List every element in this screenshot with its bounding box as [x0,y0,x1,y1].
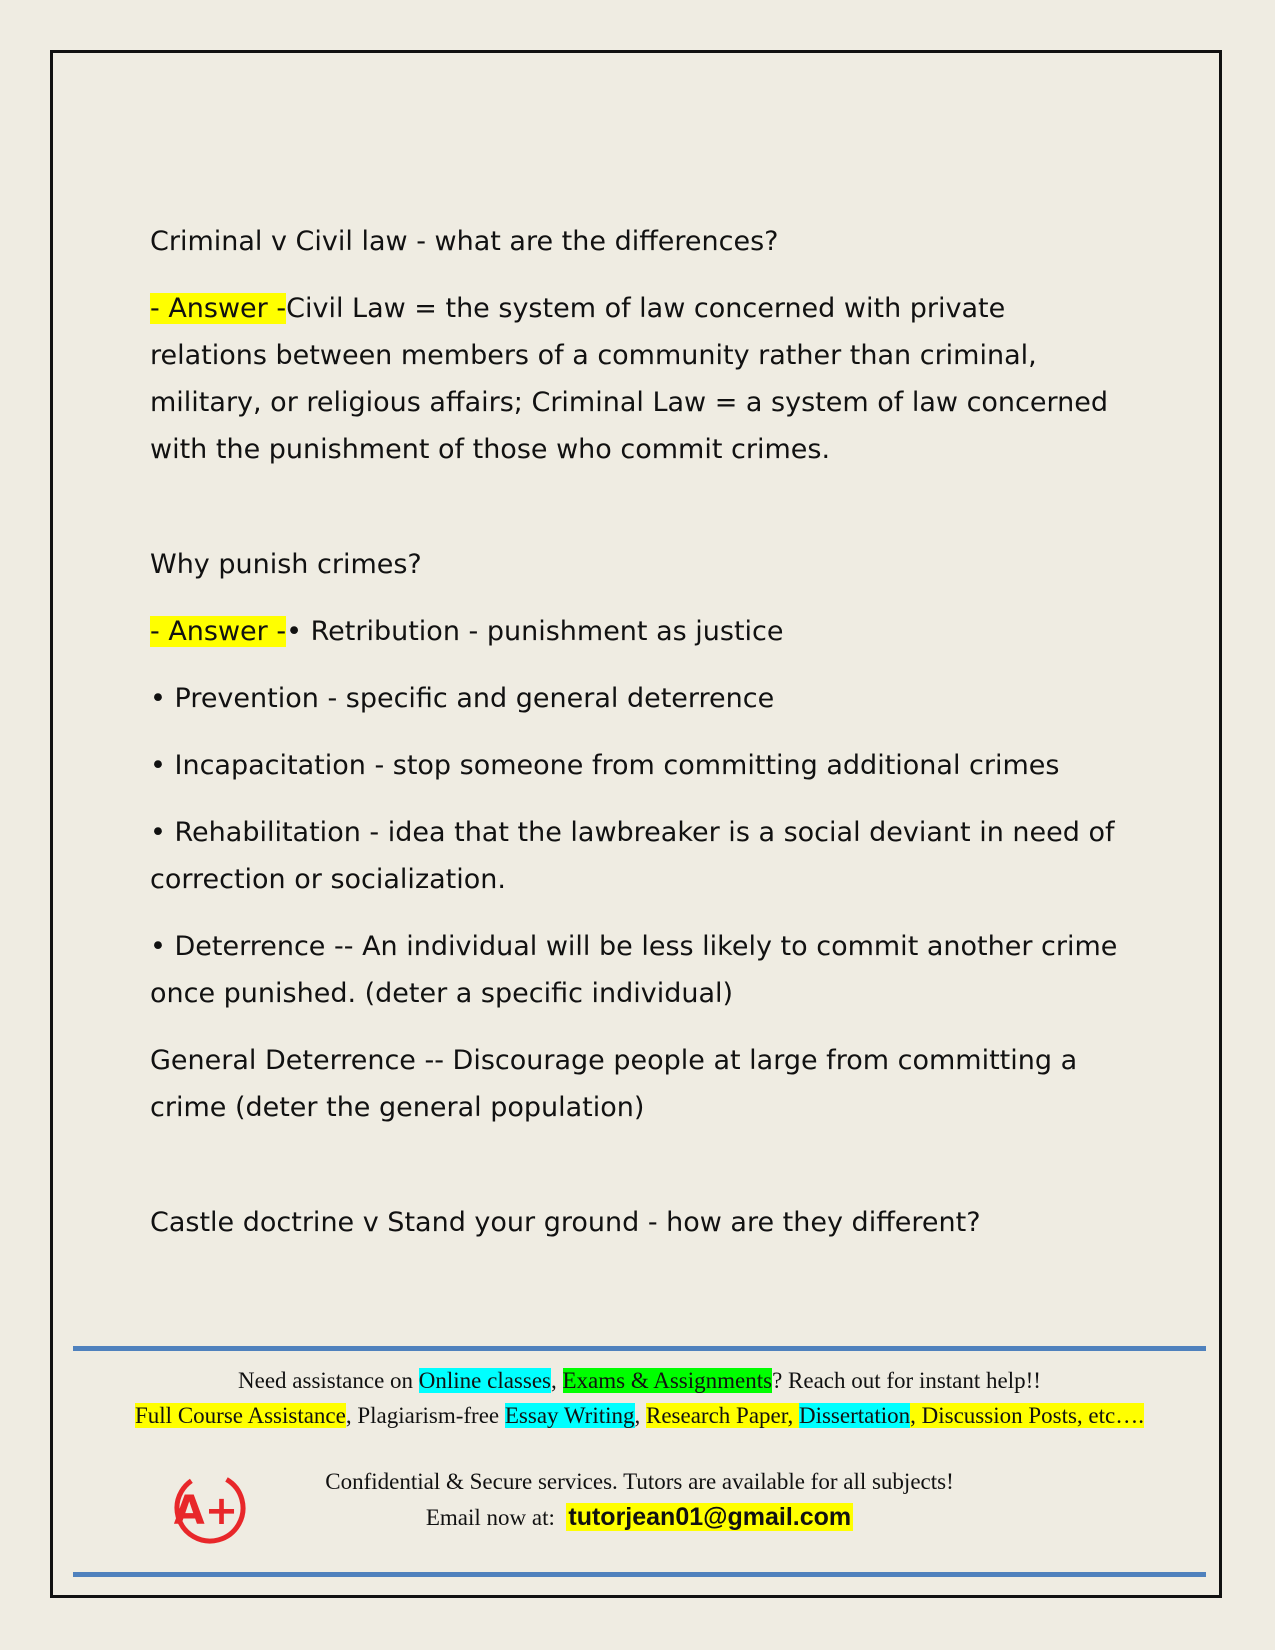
svg-text:A+: A+ [173,1488,239,1534]
question-1: Criminal v Civil law - what are the differences? [150,226,779,257]
answer-label: - Answer - [150,616,287,647]
footer-email-line [73,1503,1206,1532]
online-classes-highlight: Online classes [418,1368,551,1393]
answer-2-item: • Prevention - specific and general deterrence [150,683,775,714]
answer-2-item: General Deterrence -- Discourage people at large from committing a crime (deter the general population) [150,1045,1078,1123]
answer-2-item: • Incapacitation - stop someone from committing additional crimes [150,750,1060,781]
footer-line-2: Full Course Assistance, Plagiarism-free Essay Writing, Research Paper, Dissertation, Discussion Posts, etc…. [135,1403,1144,1428]
email-link[interactable]: tutorjean01@gmail.com [568,1503,852,1531]
footer-line-1: Need assistance on Online classes, Exams & Assignments? Reach out for instant help!! [238,1368,1041,1393]
answer-2-item: • Rehabilitation - idea that the lawbreaker is a social deviant in need of correction or socialization. [150,817,1115,895]
dissertation-highlight: Dissertation [798,1403,911,1428]
footer-line-3: Confidential & Secure services. Tutors are available for all subjects! [325,1469,954,1494]
email-label: Email now at: [425,1505,555,1530]
discussion-highlight: , Discussion Posts, etc…. [910,1403,1144,1428]
question-2: Why punish crimes? [150,549,422,580]
answer-label: - Answer - [150,293,287,324]
footer-bottom-rule [73,1572,1206,1577]
answer-2-item: • Deterrence -- An individual will be less likely to commit another crime once punished. (deter a specific individual) [150,931,1118,1009]
answer-1 [150,285,1130,473]
question-3: Castle doctrine v Stand your ground - how are they different? [150,1207,981,1238]
answer-2-item: - Answer -• Retribution - punishment as justice [150,616,784,647]
answer-1-text: Civil Law = the system of law concerned with private relations between members of a community rather than criminal, military, or religious affairs; Criminal Law = a system of law concerned with the punishment of those who commit crimes. [150,293,1108,465]
full-course-highlight: Full Course Assistance [135,1403,346,1428]
footer-top-rule [73,1346,1206,1351]
document-body [150,218,1130,1246]
exams-highlight: Exams & Assignments [562,1368,773,1393]
essay-highlight: Essay Writing [504,1403,635,1428]
research-highlight: Research Paper, [646,1403,799,1428]
